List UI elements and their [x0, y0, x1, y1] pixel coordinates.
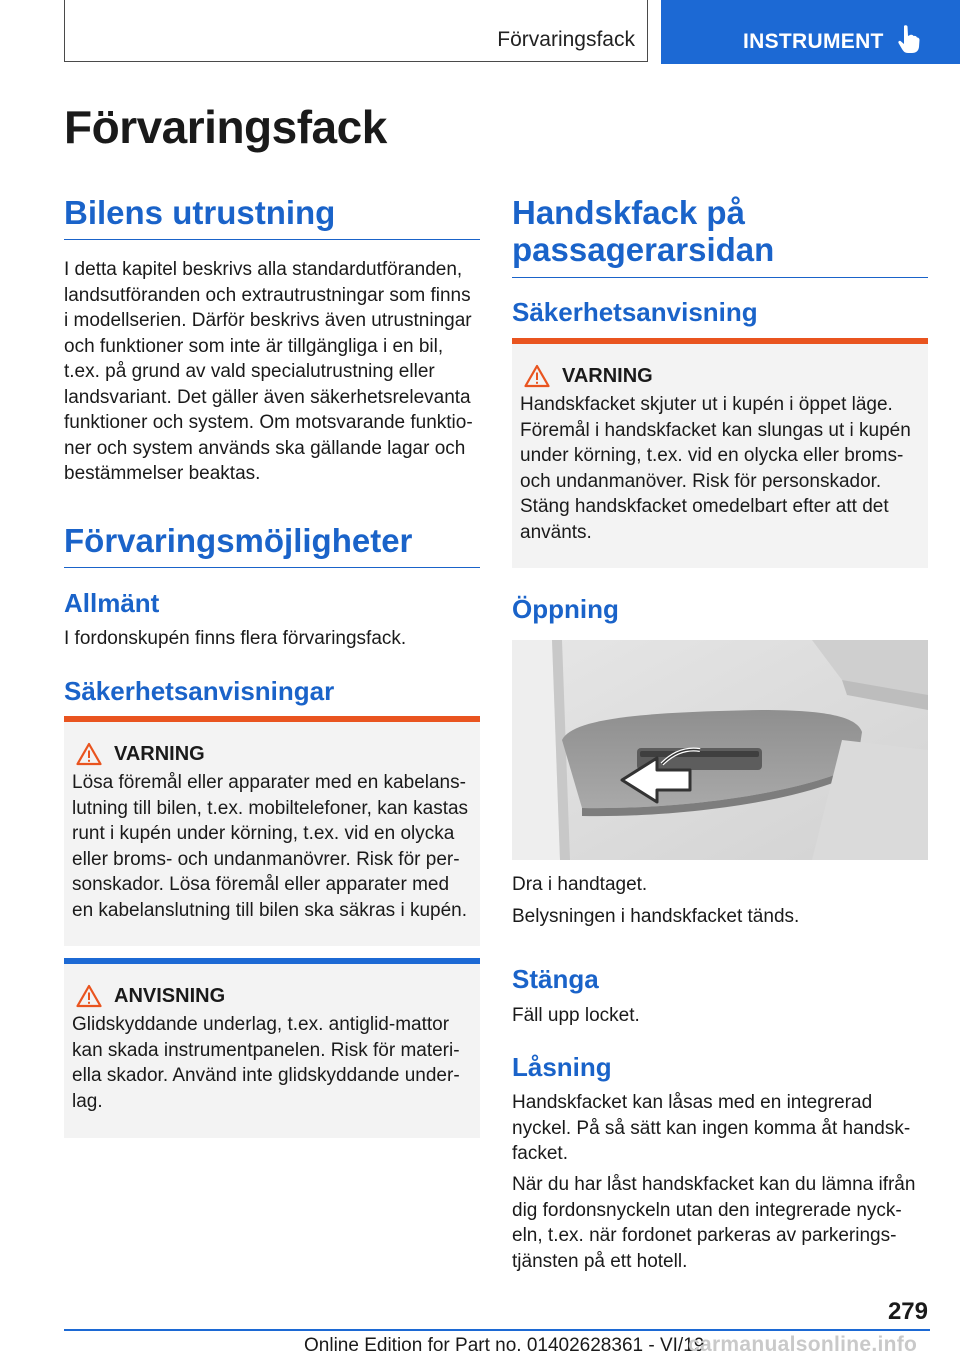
watermark: carmanualsonline.info — [688, 1333, 918, 1356]
open-step-2: Belysningen i handskfacket tänds. — [512, 906, 800, 927]
heading-general: Allmänt — [64, 588, 160, 618]
warning-label: VARNING — [562, 364, 653, 387]
lock-text-2: När du har låst handskfacket kan du lämna ifrån dig fordonsnyckeln utan den integrerade nyck-eln, t.ex. när fordonet parkeras av parkerings-tjänsten på ett hotell. — [512, 1174, 916, 1272]
header-section-box — [64, 0, 648, 62]
header-section-title: Förvaringsfack — [497, 28, 635, 51]
heading-glovebox: Handskfack på passagerarsidan — [512, 194, 928, 278]
heading-opening: Öppning — [512, 594, 619, 624]
notice-label: ANVISNING — [114, 984, 226, 1007]
warning-box-loose-objects — [64, 716, 480, 946]
heading-vehicle-equipment: Bilens utrustning — [64, 194, 480, 240]
close-text: Fäll upp locket. — [512, 1005, 640, 1026]
heading-safety-note: Säkerhetsanvisning — [512, 297, 758, 327]
warning-triangle-icon — [76, 742, 102, 766]
edition-text: Online Edition for Part no. 01402628361 - VI/19 — [304, 1335, 705, 1356]
notice-triangle-icon — [76, 984, 102, 1008]
general-text: I fordonskupén finns flera förvaringsfack. — [64, 628, 407, 649]
page-number: 279 — [887, 1298, 928, 1325]
footer-divider — [64, 1329, 930, 1331]
heading-storage-options: Förvaringsmöjligheter — [64, 522, 480, 568]
warning-triangle-icon — [524, 364, 550, 388]
heading-locking: Låsning — [512, 1052, 612, 1082]
warning-header — [76, 742, 472, 766]
warning-text: Lösa föremål eller apparater med en kabelans-lutning till bilen, t.ex. mobiltelefoner, kan kastas runt i kupén under körning, t.ex. vid en olycka eller broms- och undanmanövrer. Risk för per-sonskador. Lösa föremål eller apparater med en kabelanslutning till bilen ska säkras i kupén. — [72, 772, 469, 921]
notice-box-anti-slip — [64, 958, 480, 1138]
warning-header — [524, 364, 920, 388]
glovebox-handle-illustration — [512, 640, 928, 860]
warning-text: Handskfacket skjuter ut i kupén i öppet läge. Föremål i handskfacket kan slungas ut i kupén under körning, t.ex. vid en olycka eller broms- och undanmanöver. Risk för personskador. Stäng handskfacket omedelbart efter att det använts. — [520, 394, 911, 543]
header-chapter-title: INSTRUMENT — [743, 30, 884, 53]
open-step-1: Dra i handtaget. — [512, 874, 648, 895]
warning-label: VARNING — [114, 742, 205, 765]
heading-safety-notes: Säkerhetsanvisningar — [64, 676, 335, 706]
equipment-text: I detta kapitel beskrivs alla standardutföranden, landsutföranden och extrautrustningar som finns i modellserien. Därför beskrivs även utrustningar och funktioner som inte är tillgängliga i en bil, t.ex. på grund av vald specialutrustning eller landsvariant. Det gäller även säkerhetsrelevanta funktioner och system. Om motsvarande funktio-ner och system används ska gällande lagar och bestämmelser beaktas. — [64, 259, 473, 484]
heading-closing: Stänga — [512, 964, 599, 994]
notice-header — [76, 984, 472, 1008]
header-chapter-tab — [661, 0, 960, 64]
pointing-hand-icon — [897, 24, 921, 54]
notice-text: Glidskyddande underlag, t.ex. antiglid-mattor kan skada instrumentpanelen. Risk för materi-ella skador. Använd inte glidskyddande under-lag. — [72, 1014, 460, 1112]
warning-box-glovebox — [512, 338, 928, 568]
page-title: Förvaringsfack — [64, 101, 387, 153]
lock-text-1: Handskfacket kan låsas med en integrerad nyckel. På så sätt kan ingen komma åt handsk-facket. — [512, 1092, 911, 1164]
